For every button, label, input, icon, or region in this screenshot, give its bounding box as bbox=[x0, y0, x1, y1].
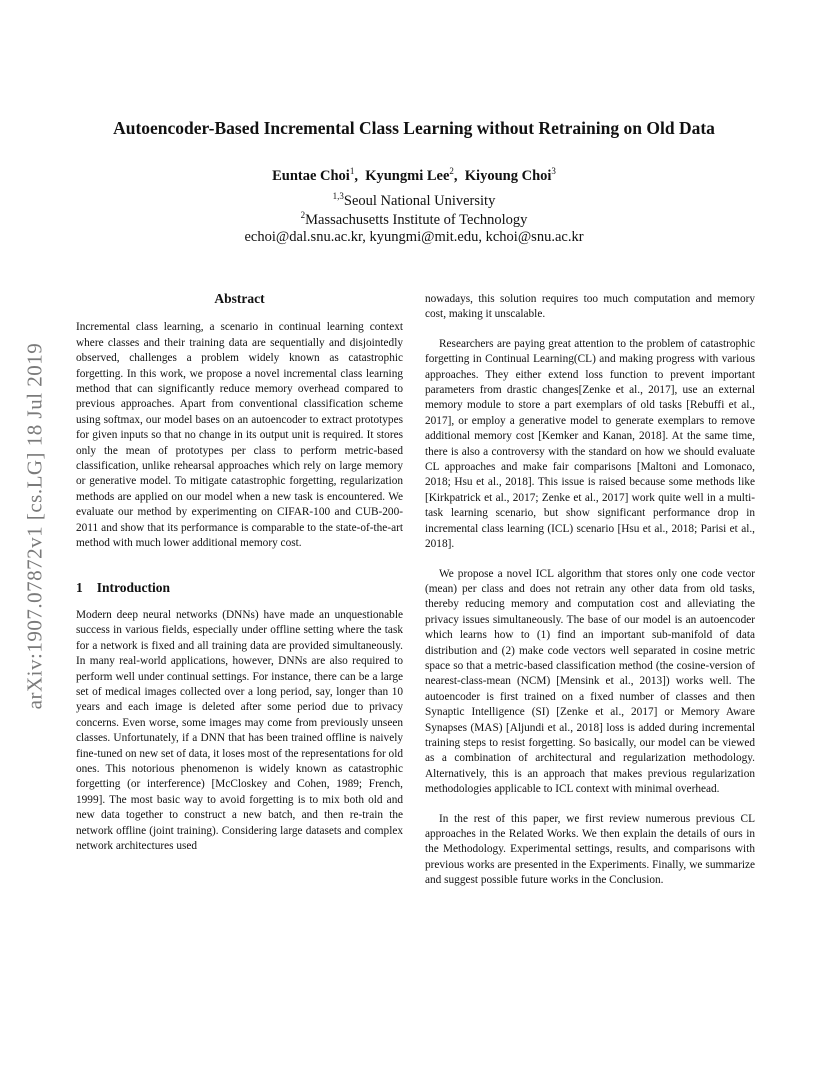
paper-title: Autoencoder-Based Incremental Class Learning without Retraining on Old Data bbox=[113, 118, 715, 138]
author-emails: echoi@dal.snu.ac.kr, kyungmi@mit.edu, kchoi@snu.ac.kr bbox=[244, 229, 584, 245]
affiliation bbox=[60, 191, 768, 210]
affiliation bbox=[60, 210, 768, 229]
author-name: Kyungmi Lee bbox=[365, 167, 450, 184]
section-heading-introduction bbox=[76, 580, 403, 595]
arxiv-sidebar bbox=[20, 296, 50, 756]
author-affiliation-mark: 3 bbox=[551, 166, 556, 176]
author-list: Euntae Choi$^1$, Kyungmi Lee$^2$, Kiyoung Choi$^3$ bbox=[272, 166, 556, 184]
abstract-heading: Abstract bbox=[214, 291, 265, 306]
author-affiliation-mark: 2 bbox=[449, 166, 454, 176]
body-paragraph: nowadays, this solution requires too much computation and memory cost, making it unscalable. bbox=[425, 293, 755, 321]
body-paragraph: In the rest of this paper, we first review numerous previous CL approaches in the Related Works. We then explain the details of ours in the Methodology. Experimental settings, results, and comparisons with previous works are presented in the Experiments. Finally, we summarize and suggest possible future works in the Conclusion. bbox=[425, 812, 755, 887]
body-paragraph: We propose a novel ICL algorithm that stores only one code vector (mean) per class and does not retrain any other data from old tasks, thereby reducing memory and computation cost and alleviating the privacy issues simultaneously. The base of our model is an autoencoder which learns how to (1) find an important sub-manifold of data distribution and (2) make code vectors well separated in cosine metric space so that a metric-based classification method (the cosine-version of nearest-class-mean (NCM) [Mensink et al., 2013]) works well. The autoencoder is first trained on a fixed number of classes and then Synaptic Intelligence (SI) [Zenke et al., 2017] or Memory Aware Synapses (MAS) [Aljundi et al., 2018] loss is added during incremental training steps to resist forgetting. So basically, our model can be viewed as a combination of architectural and regularization methodology. Alternatively, this is an approach that makes previous regularization methodologies applicable to ICL context with minimal overhead. bbox=[425, 567, 755, 796]
left-column bbox=[76, 291, 403, 854]
body-paragraph: Researchers are paying great attention to the problem of catastrophic forgetting in Continual Learning(CL) and making progress with various approaches. They either extend loss function to prevent important parameters from drastic changes[Zenke et al., 2017], use an external memory module to store a part exemplars of old tasks [Rebuffi et al., 2017], or employ a generative model to generate exemplars to remove additional memory cost [Kemker and Kanan, 2018]. At the same time, there is also a controversy with the standard on how we should evaluate CL approaches and make fair comparisons [Maltoni and Lomonaco, 2018; Hsu et al., 2018]. This issue is raised because some methods like [Kirkpatrick et al., 2017; Zenke et al., 2017] work quite well in a multi-task learning scenario, but show significant performance drop in incremental class learning (ICL) scenario [Hsu et al., 2018; Parisi et al., 2018]. bbox=[425, 337, 755, 551]
right-column bbox=[425, 292, 755, 889]
author-name: Kiyoung Choi bbox=[464, 167, 552, 184]
section-title: Introduction bbox=[96, 579, 171, 595]
introduction-paragraph: Modern deep neural networks (DNNs) have made an unquestionable success in various fields, especially under offline setting where the task for a network is fixed and all training data are provided simultaneously. In many real-world applications, however, DNNs are also required to perform well under continual settings. For instance, there can be a large set of medical images collected over a long period, say, longer than 10 years and each image is deleted after some period due to privacy concerns. Even worse, some images may come from previously unseen classes. Unfortunately, if a DNN that has been trained offline is naively fine-tuned on new set of data, it loses most of the representations for old ones. This notorious phenomenon is widely known as catastrophic forgetting (or interference) [McCloskey and Cohen, 1989; French, 1999]. The most basic way to avoid forgetting is to mix both old and new data together to construct a new batch, and then re-train the network offline (joint training). Considering large datasets and complex network architectures used bbox=[76, 608, 403, 852]
affiliation-name: Massachusetts Institute of Technology bbox=[305, 211, 528, 228]
affiliation-mark: 2 bbox=[300, 210, 306, 220]
affiliation-name: Seoul National University bbox=[343, 192, 496, 209]
arxiv-identifier: arXiv:1907.07872v1 [cs.LG] 18 Jul 2019 bbox=[22, 342, 47, 710]
section-number: 1 bbox=[76, 579, 83, 595]
author-affiliation-mark: 1 bbox=[349, 166, 355, 176]
author-name: Euntae Choi bbox=[272, 167, 350, 184]
abstract-body: Incremental class learning, a scenario in continual learning context where classes and their training data are sequentially and disjointedly observed, challenges a problem widely known as catastrophic forgetting. In this work, we propose a novel incremental class learning method that can significantly reduce memory overhead compared to previous approaches. Apart from conventional classification scheme using softmax, our model bases on an autoencoder to extract prototypes for given inputs so that no change in its output unit is required. It stores only the mean of prototypes per class to perform metric-based classification, unlike rehearsal approaches which rely on large memory or generative model. To mitigate catastrophic forgetting, regularization methods are applied on our model when a new task is encountered. We evaluate our method by experimenting on CIFAR-100 and CUB-200-2011 and show that its performance is comparable to the state-of-the-art method with much lower additional memory cost. bbox=[76, 321, 403, 550]
affiliation-mark: 1,3 bbox=[332, 191, 344, 201]
